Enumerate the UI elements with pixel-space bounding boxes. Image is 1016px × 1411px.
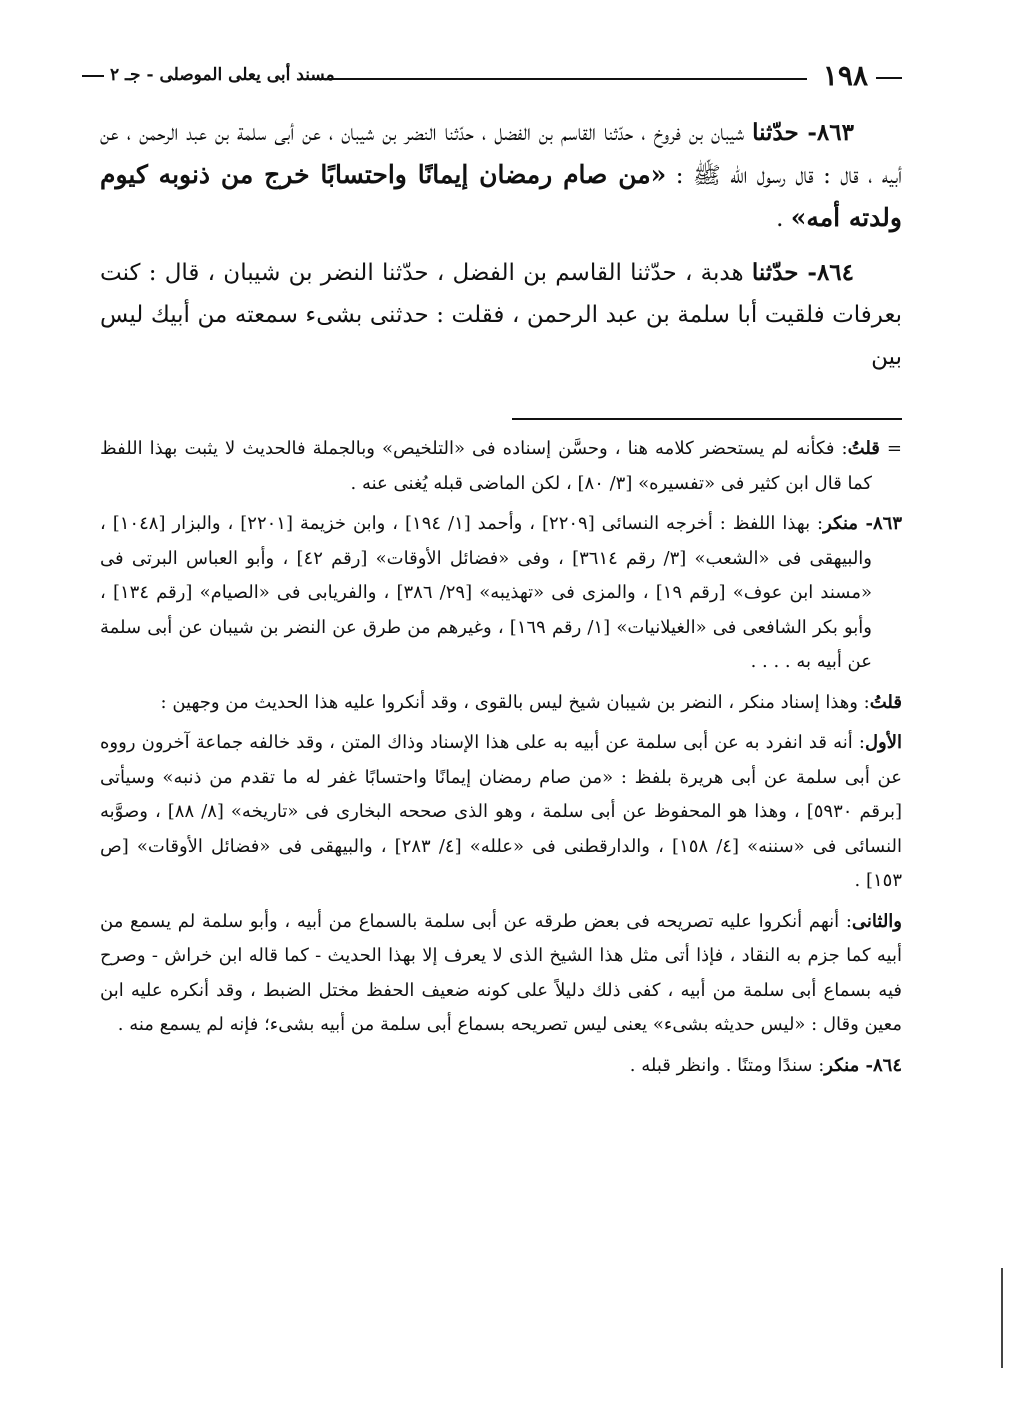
page-header (82, 58, 902, 98)
header-dash (876, 77, 902, 79)
hadith-quote: «من صام رمضان إيمانًا واحتسابًا خرج من ذنوبه كيوم ولدته أمه» (100, 160, 902, 232)
hadith-864 (100, 252, 902, 378)
note-text: : وهذا إسناد منكر ، النضر بن شيبان شيخ ليس بالقوى ، وقد أنكروا عليه هذا الحديث من وجهين : (160, 691, 870, 713)
header-dash (82, 75, 104, 77)
note-text: : فكأنه لم يستحضر كلامه هنا ، وحسَّن إسناده فى «التلخيص» وبالجملة فالحديث لا يثبت بهذا اللفظ كما قال ابن كثير فى «تفسيره» [٣/ ٨٠] ، لكن الماضى قبله يُغنى عنه . (100, 438, 872, 494)
note-lead: قلتُ (847, 438, 880, 459)
hadith-863 (100, 112, 902, 240)
header-rule (312, 78, 807, 80)
running-title (82, 60, 335, 90)
footnotes (100, 432, 902, 1083)
footnote-comment (100, 686, 902, 721)
footnote-divider (512, 418, 902, 420)
footnote-863 (100, 507, 902, 680)
note-text: : سندًا ومتنًا . وانظر قبله . (629, 1054, 825, 1076)
note-text: : أنهم أنكروا عليه تصريحه فى بعض طرقه عن أبى سلمة بالسماع من أبيه ، وأبو سلمة لم يسمع من أبيه كما جزم به النقاد ، فإذا أتى مثل هذا الشيخ الذى لا يعرف إلا بهذا الحديث - كما قاله ابن خراش - وصرح فيه بسماع أبى سلمة من أبيه ، كفى ذلك دليلاً على كونه ضعيف الحفظ مختل الضبط ، وقد أنكره عليه ابن معين وقال : «ليس حديثه بشىء» يعنى ليس تصريحه بسماع أبى سلمة من أبيه بشىء؛ فإنه لم يسمع منه . (100, 910, 902, 1035)
running-title-text: مسند أبى يعلى الموصلى - جـ ٢ (110, 65, 335, 85)
note-lead: والثانى (851, 910, 902, 932)
hadith-chain: هدبة ، حدّثنا القاسم بن الفضل ، حدّثنا النضر بن شيبان ، قال : كنت بعرفات فلقيت أبا سلمة بن عبد الرحمن ، فقلت : حدثنى بشىء سمعته من أبيك ليس بين (100, 260, 902, 370)
note-text: : بهذا اللفظ : أخرجه النسائى [٢٢٠٩] ، وأحمد [١/ ١٩٤] ، وابن خزيمة [٢٢٠١] ، والبزار [١٠٤٨] ، والبيهقى فى «الشعب» [٣/ رقم ٣٦١٤] ، وفى «فضائل الأوقات» [رقم ٤٢] ، وأبو العباس البرتى فى «مسند ابن عوف» [رقم ١٩] ، والمزى فى «تهذيبه» [٢٩/ ٣٨٦] ، والفريابى فى «الصيام» [رقم ١٣٤] ، وأبو بكر الشافعى فى «الغيلانيات» [١/ رقم ١٦٩] ، وغيرهم من طرق عن النضر بن شيبان عن أبى سلمة عن أبيه به . . . . (100, 513, 873, 672)
hadith-number: ٨٦٣- حدّثنا (752, 119, 854, 146)
hadith-number: ٨٦٤- حدّثنا (751, 259, 854, 286)
note-lead: قلتُ (869, 691, 902, 713)
footnote-864 (100, 1049, 902, 1084)
footnote-second-reason (100, 905, 902, 1043)
hadith-end: . (776, 206, 791, 232)
page-number (823, 58, 902, 94)
note-lead: ٨٦٣- منكر (823, 513, 902, 534)
footnote-continuation: = قلتُ: فكأنه لم يستحضر كلامه هنا ، وحسَّن إسناده فى «التلخيص» وبالجملة فالحديث لا يثبت بهذا اللفظ كما قال ابن كثير فى «تفسيره» [٣/ ٨٠] ، لكن الماضى قبله يُغنى عنه . (100, 438, 903, 494)
page-number-text: ١٩٨ (822, 59, 868, 92)
note-lead: ٨٦٤- منكر (824, 1054, 902, 1076)
footnote-first-reason (100, 726, 902, 899)
note-text: : أنه قد انفرد به عن أبى سلمة عن أبيه به على هذا الإسناد وذاك المتن ، وقد خالفه جماعة آخرون رووه عن أبى سلمة عن أبى هريرة بلفظ : «من صام رمضان إيمانًا واحتسابًا غفر له ما تقدم من ذنبه» وسيأتى [برقم ٥٩٣٠] ، وهذا هو المحفوظ عن أبى سلمة ، وهو الذى صححه البخارى فى «تاريخه» [٨/ ٨٨] ، وصوَّبه النسائى فى «سننه» [٤/ ١٥٨] ، والدارقطنى فى «علله» [٤/ ٢٨٣] ، والبيهقى فى «فضائل الأوقات» [ص ١٥٣] . (100, 732, 902, 891)
note-lead: الأول (864, 732, 902, 753)
hadith-chain: شيبان بن فروخ ، حدّثنا القاسم بن الفضل ، حدّثنا النضر بن شيبان ، عن أبى سلمة بن عبد الرحمن ، عن أبيه ، قال : قال رسول اللّه ﷺ : (100, 120, 902, 189)
main-text (100, 112, 902, 390)
scan-edge-line (1001, 1268, 1003, 1368)
